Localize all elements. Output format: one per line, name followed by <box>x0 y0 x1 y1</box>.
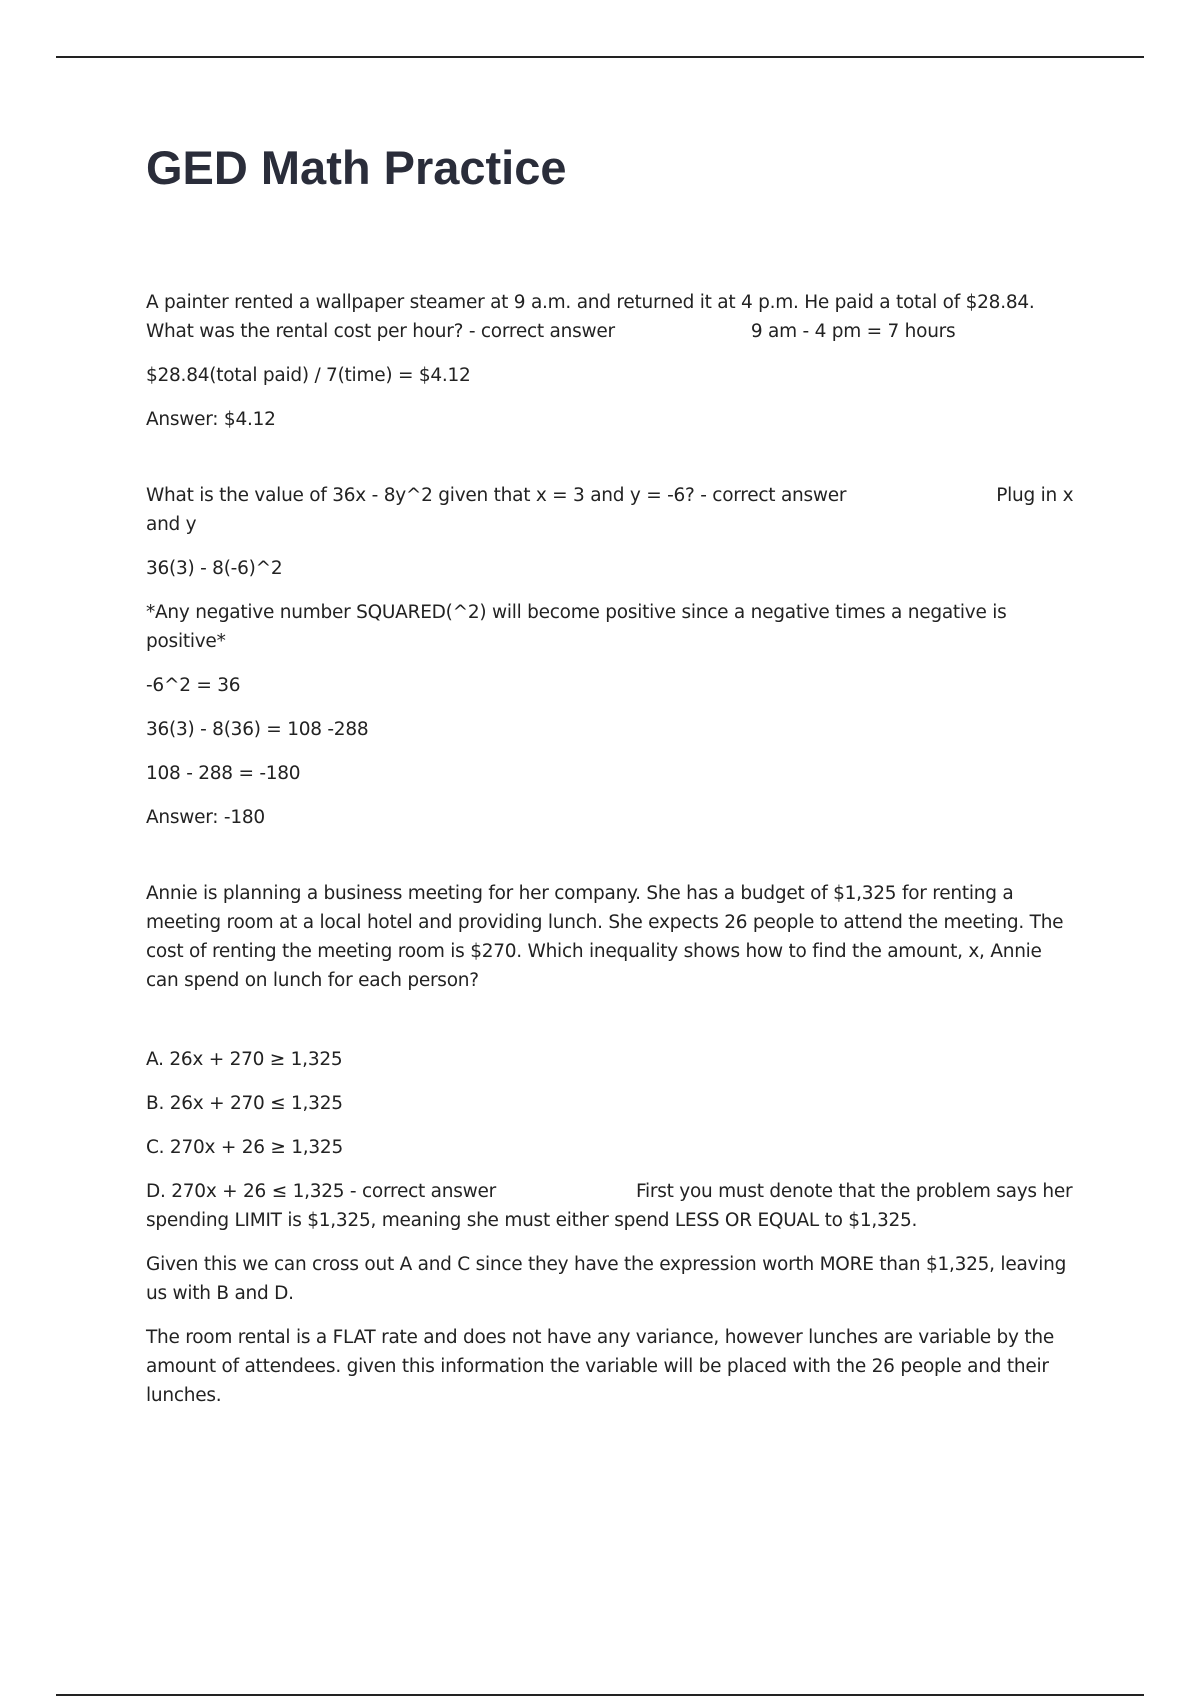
q1-question <box>146 288 1078 346</box>
q2-question-text: What is the value of 36x - 8y^2 given that x = 3 and y = -6? - correct answer <box>146 485 847 507</box>
q2-work-line: 36(3) - 8(36) = 108 -288 <box>146 719 369 741</box>
q1-work-line: $28.84(total paid) / 7(time) = $4.12 <box>146 365 471 387</box>
q2-note: *Any negative number SQUARED(^2) will become positive since a negative times a negative is positive* <box>146 602 1007 653</box>
q3-option-b: B. 26x + 270 ≤ 1,325 <box>146 1093 343 1115</box>
q3-option-d <box>146 1177 1078 1235</box>
bottom-rule <box>56 1694 1144 1696</box>
q1-answer-start: 9 am - 4 pm = 7 hours <box>750 321 956 343</box>
q3-explanation: Given this we can cross out A and C since they have the expression worth MORE than $1,325, leaving us with B and D. <box>146 1254 1067 1305</box>
document-body <box>146 140 1078 1425</box>
q2-work-line: 36(3) - 8(-6)^2 <box>146 558 283 580</box>
q3-explanation: The room rental is a FLAT rate and does not have any variance, however lunches are variable by the amount of attendees. given this information the variable will be placed with the 26 people and their lunches. <box>146 1327 1054 1407</box>
q3-option-a: A. 26x + 270 ≥ 1,325 <box>146 1049 343 1071</box>
q1-answer: Answer: $4.12 <box>146 409 276 431</box>
q3-answer-start: First you must denote that the problem says her spending LIMIT is $1,325, meaning she must either spend LESS OR EQUAL to $1,325. <box>146 1181 1073 1232</box>
q2-answer: Answer: -180 <box>146 807 265 829</box>
q3-option-c: C. 270x + 26 ≥ 1,325 <box>146 1137 343 1159</box>
top-rule <box>56 56 1144 58</box>
q2-answer-start: Plug in x and y <box>146 485 1074 536</box>
q2-question <box>146 481 1078 539</box>
q3-option-d-text: D. 270x + 26 ≤ 1,325 - correct answer <box>146 1181 496 1203</box>
q1-question-text: A painter rented a wallpaper steamer at 9 a.m. and returned it at 4 p.m. He paid a total of $28.84. What was the rental cost per hour? - correct answer <box>146 292 1035 343</box>
page-title: GED Math Practice <box>146 141 567 194</box>
q3-question: Annie is planning a business meeting for her company. She has a budget of $1,325 for renting a meeting room at a local hotel and providing lunch. She expects 26 people to attend the meeting. The cost of renting the meeting room is $270. Which inequality shows how to find the amount, x, Annie can spend on lunch for each person? <box>146 883 1064 992</box>
q2-work-line: 108 - 288 = -180 <box>146 763 301 785</box>
q2-work-line: -6^2 = 36 <box>146 675 241 697</box>
